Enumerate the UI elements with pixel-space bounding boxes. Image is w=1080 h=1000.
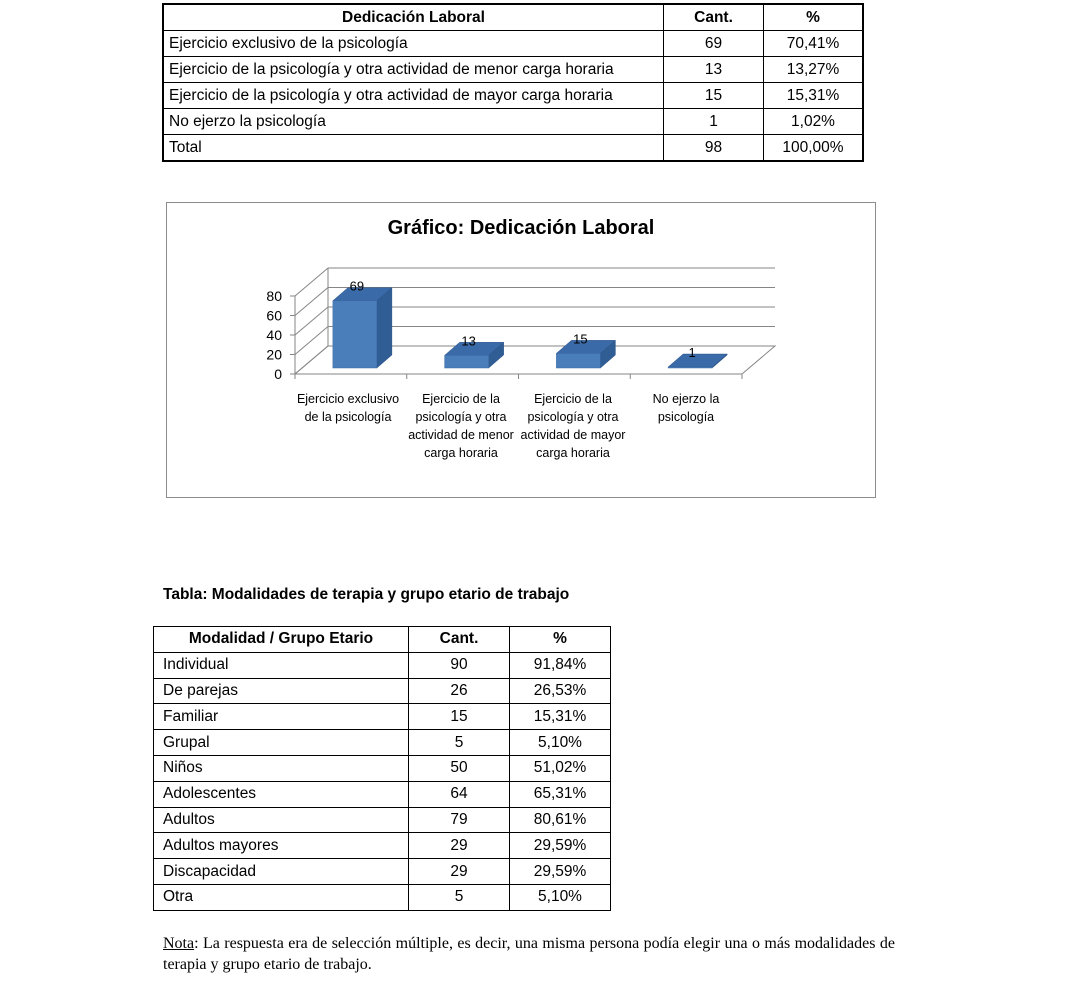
table-row	[154, 678, 611, 704]
table-cell: 90	[409, 652, 510, 678]
table-cell: 91,84%	[510, 652, 611, 678]
column-header: %	[510, 627, 611, 653]
table-cell: 13,27%	[764, 57, 864, 83]
table-row	[154, 807, 611, 833]
bar	[668, 367, 712, 368]
table-cell: 98	[664, 135, 764, 162]
footnote	[163, 933, 895, 975]
table-cell: De parejas	[154, 678, 409, 704]
table-cell: 5,10%	[510, 730, 611, 756]
data-label: 15	[573, 331, 588, 347]
table-row	[154, 755, 611, 781]
table-header-row	[163, 4, 863, 31]
y-tick-label: 80	[266, 288, 282, 304]
table-cell: Ejercicio de la psicología y otra actividad de mayor carga horaria	[163, 83, 664, 109]
table-cell: Ejercicio de la psicología y otra actividad de menor carga horaria	[163, 57, 664, 83]
table-cell: 64	[409, 781, 510, 807]
table-cell: 29	[409, 859, 510, 885]
table-row	[154, 781, 611, 807]
bar	[556, 353, 600, 368]
table-cell: Niños	[154, 755, 409, 781]
table-cell: 69	[664, 31, 764, 57]
table-row	[163, 57, 863, 83]
table-cell: 29,59%	[510, 859, 611, 885]
bar	[333, 301, 377, 368]
table-cell: Adolescentes	[154, 781, 409, 807]
table-cell: 1	[664, 109, 764, 135]
table-row	[163, 83, 863, 109]
table-header-row	[154, 627, 611, 653]
table-cell: 15	[664, 83, 764, 109]
table-cell: 79	[409, 807, 510, 833]
x-tick-label: Ejercicio de la psicología y otra actividad de menor carga horaria	[408, 392, 514, 460]
column-header: %	[764, 4, 864, 31]
x-tick-label: Ejercicio exclusivo de la psicología	[296, 392, 400, 424]
table-cell: Familiar	[154, 704, 409, 730]
data-label: 1	[688, 345, 696, 361]
table-cell: 51,02%	[510, 755, 611, 781]
y-tick-label: 60	[266, 307, 282, 324]
x-tick-label: No ejerzo la psicología	[652, 392, 720, 424]
note-label: Nota	[163, 935, 195, 952]
table-cell: Individual	[154, 652, 409, 678]
table-total-row	[163, 135, 863, 162]
modalidades-table	[153, 626, 611, 911]
table-cell: 13	[664, 57, 764, 83]
table-row	[154, 859, 611, 885]
bar-top	[668, 354, 727, 367]
column-header: Modalidad / Grupo Etario	[154, 627, 409, 653]
table-row	[154, 730, 611, 756]
data-label: 13	[461, 333, 476, 349]
y-tick-label: 0	[274, 366, 282, 382]
table-row	[154, 884, 611, 910]
column-header: Cant.	[409, 627, 510, 653]
table-cell: 15,31%	[510, 704, 611, 730]
table-row	[163, 109, 863, 135]
y-tick-label: 40	[266, 327, 282, 343]
y-tick-label: 20	[266, 346, 282, 363]
table-row	[154, 704, 611, 730]
table-cell: 29	[409, 833, 510, 859]
table-cell: Otra	[154, 884, 409, 910]
bar-side	[377, 288, 392, 368]
column-header: Dedicación Laboral	[163, 4, 664, 31]
table-cell: 26	[409, 678, 510, 704]
table-cell: 5	[409, 884, 510, 910]
dedicacion-laboral-chart	[166, 202, 876, 498]
bar	[445, 355, 489, 368]
table-cell: No ejerzo la psicología	[163, 109, 664, 135]
table-cell: 100,00%	[764, 135, 864, 162]
table-cell: 5,10%	[510, 884, 611, 910]
table-row	[154, 833, 611, 859]
chart-title: Gráfico: Dedicación Laboral	[387, 217, 655, 239]
x-tick-label: Ejercicio de la psicología y otra actividad de mayor carga horaria	[520, 392, 626, 460]
table-cell: 70,41%	[764, 31, 864, 57]
table-cell: 80,61%	[510, 807, 611, 833]
table-row	[163, 31, 863, 57]
table-cell: Adultos mayores	[154, 833, 409, 859]
table-cell: 29,59%	[510, 833, 611, 859]
table-cell: Discapacidad	[154, 859, 409, 885]
table-cell: 15	[409, 704, 510, 730]
column-header: Cant.	[664, 4, 764, 31]
table-cell: Adultos	[154, 807, 409, 833]
table-row	[154, 652, 611, 678]
table-cell: Total	[163, 135, 664, 162]
modalidades-table-title: Tabla: Modalidades de terapia y grupo etario de trabajo	[163, 586, 570, 603]
table-cell: 65,31%	[510, 781, 611, 807]
table-cell: Ejercicio exclusivo de la psicología	[163, 31, 664, 57]
table-cell: 50	[409, 755, 510, 781]
dedicacion-laboral-table	[162, 3, 864, 162]
table-cell: 1,02%	[764, 109, 864, 135]
table-cell: Grupal	[154, 730, 409, 756]
data-label: 69	[349, 278, 365, 294]
table-cell: 15,31%	[764, 83, 864, 109]
table-cell: 5	[409, 730, 510, 756]
note-text: : La respuesta era de selección múltiple, es decir, una misma persona podía elegir una o más modalidades de terapia y grupo etario de trabajo.	[163, 935, 895, 973]
table-cell: 26,53%	[510, 678, 611, 704]
